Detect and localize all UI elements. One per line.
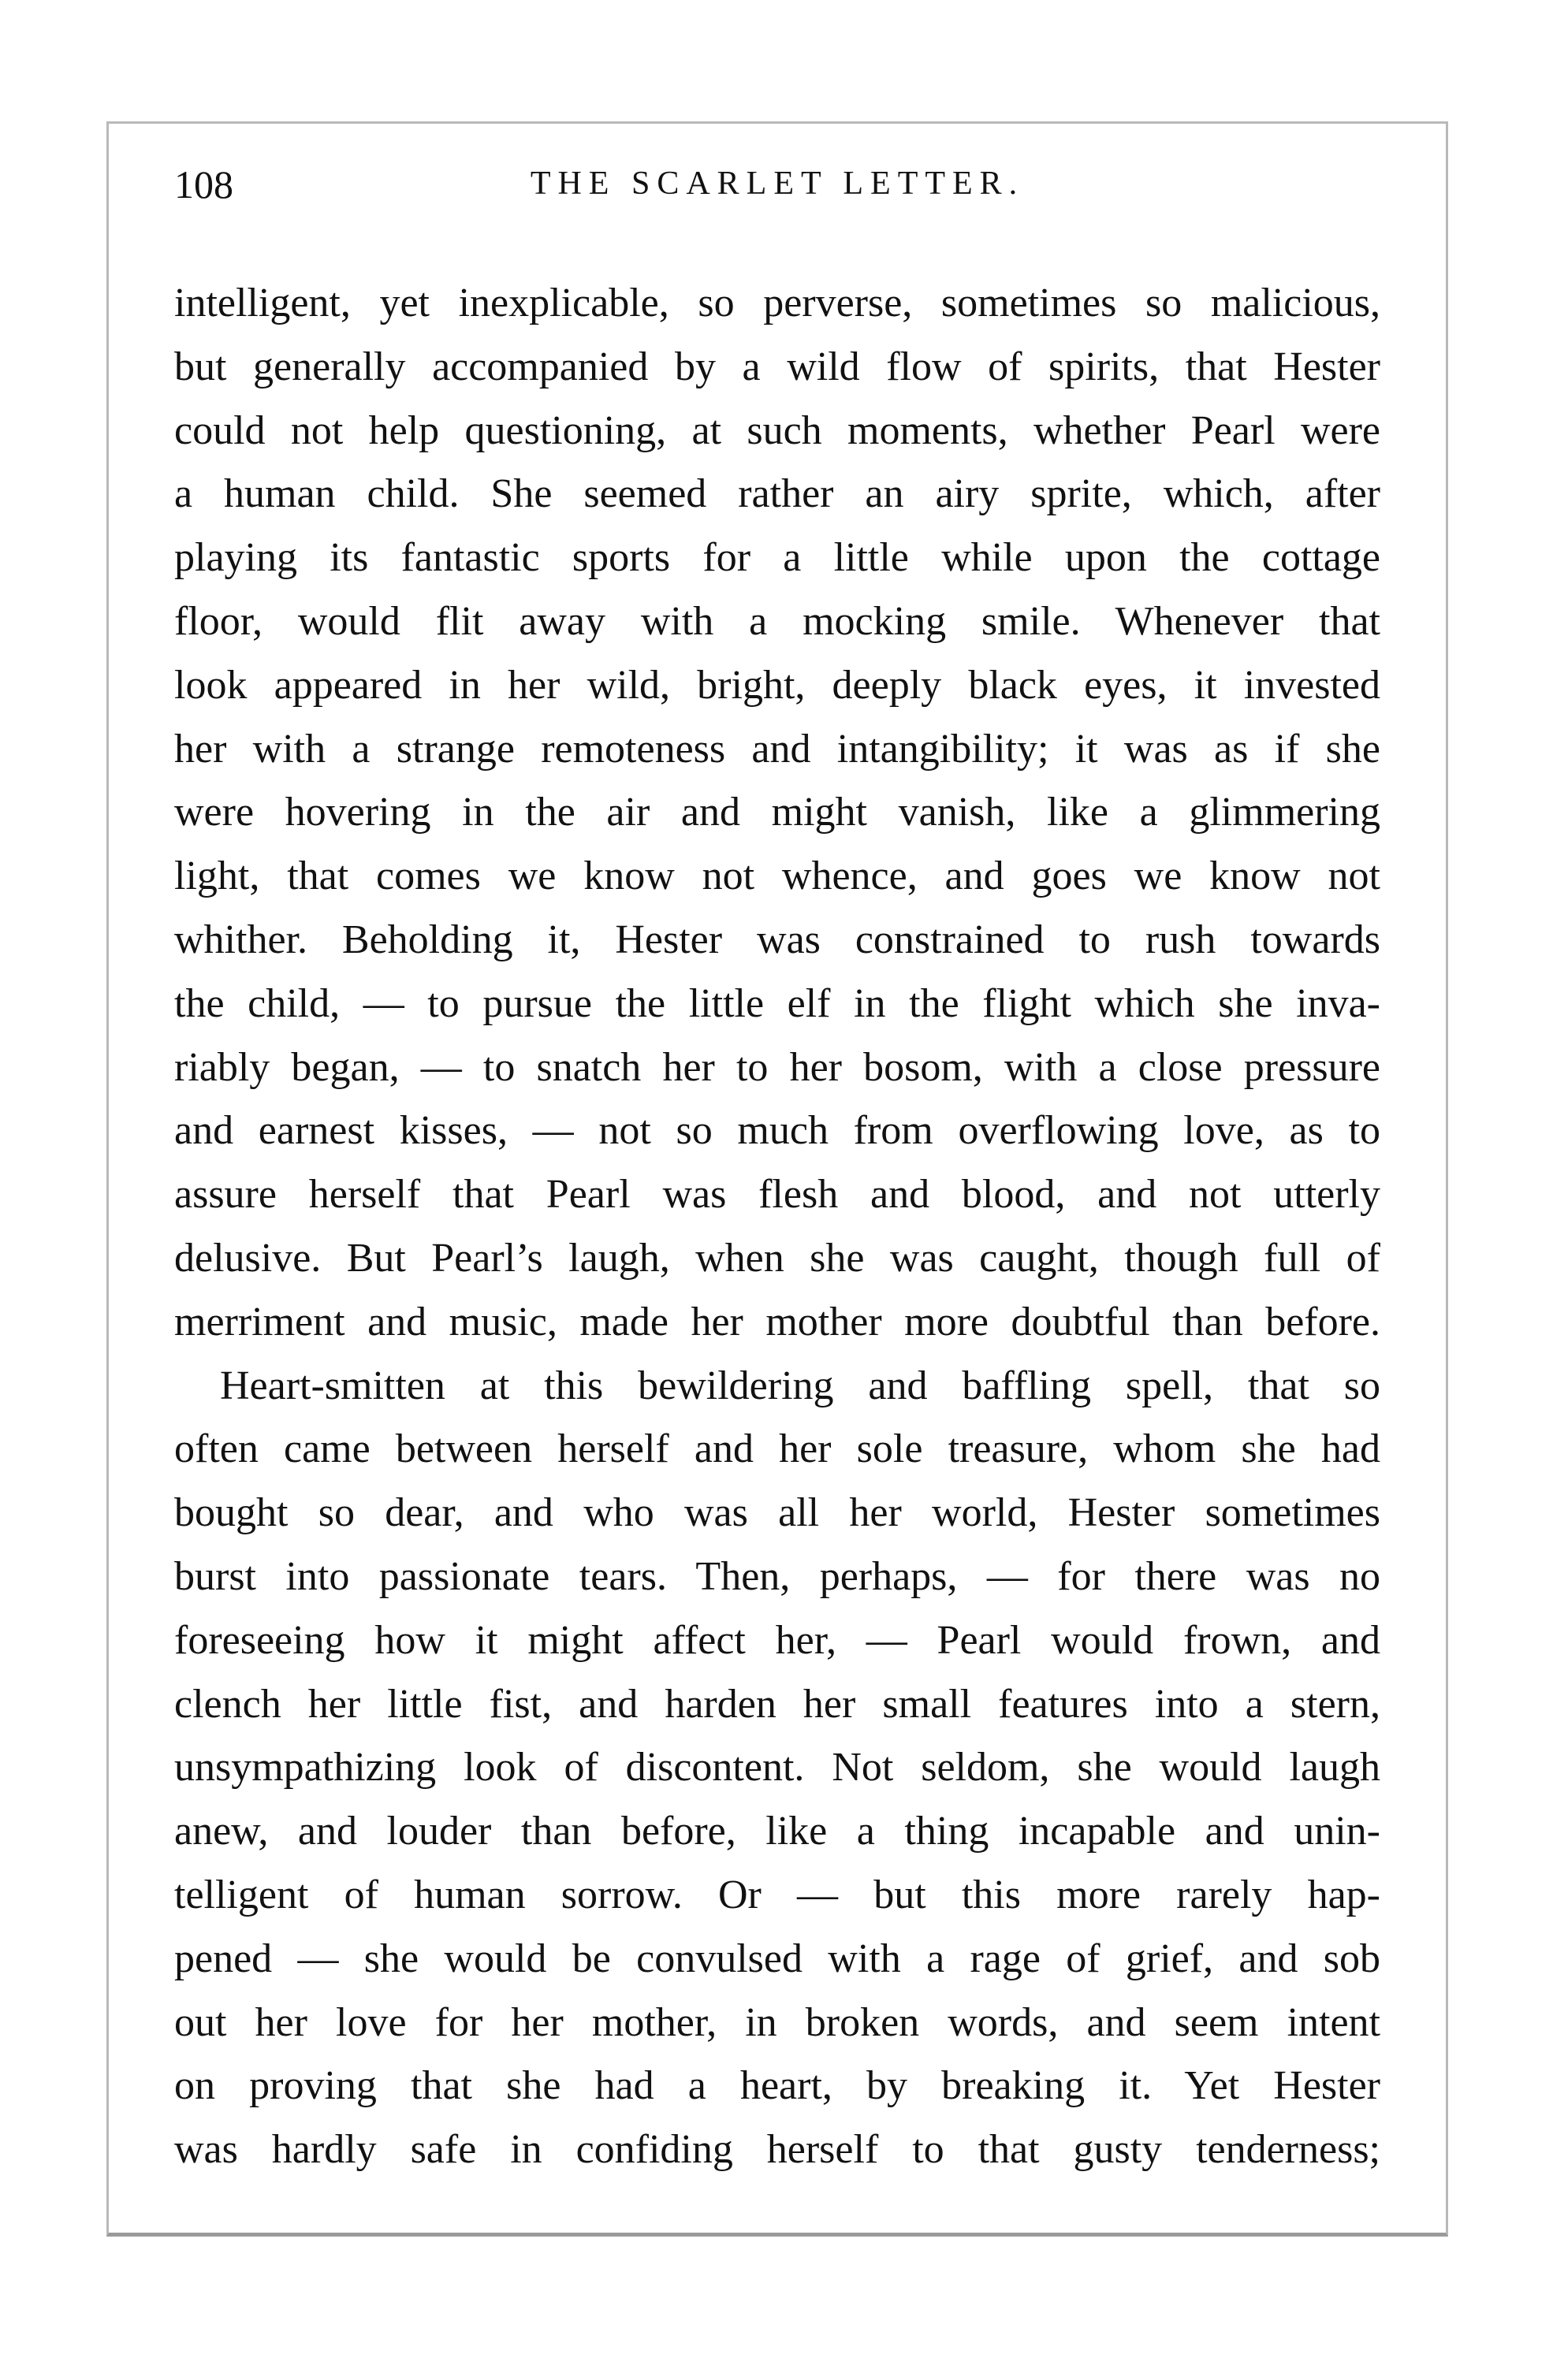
text-line-content: clench her little fist, and harden her small features into a stern, [174, 1681, 1380, 1727]
text-line [174, 2118, 1380, 2182]
text-line [174, 590, 1380, 654]
running-title: THE SCARLET LETTER. [530, 165, 1025, 202]
text-line-content: on proving that she had a heart, by breaking it. Yet Hester [174, 2063, 1380, 2109]
text-line-content: burst into passionate tears. Then, perhaps, — for there was no [174, 1553, 1380, 1599]
text-line-content: delusive. But Pearl’s laugh, when she was caught, though full of [174, 1235, 1380, 1281]
text-line [174, 463, 1380, 526]
text-line-content: out her love for her mother, in broken words, and seem intent [174, 1999, 1380, 2045]
text-line-content: merriment and music, made her mother more doubtful than before. [174, 1299, 1380, 1344]
text-line [174, 1163, 1380, 1227]
text-line [174, 1609, 1380, 1673]
text-line [174, 718, 1380, 782]
text-line [174, 1673, 1380, 1737]
text-line-content: were hovering in the air and might vanish, like a glimmering [174, 790, 1380, 835]
text-line-content: was hardly safe in confiding herself to that gusty tenderness; [174, 2127, 1380, 2173]
text-line-content: floor, would flit away with a mocking smile. Whenever that [174, 598, 1380, 644]
text-line-content: foreseeing how it might affect her, — Pearl would frown, and [174, 1617, 1380, 1663]
text-line-content: telligent of human sorrow. Or — but this more rarely hap- [174, 1872, 1380, 1917]
text-line [174, 1991, 1380, 2055]
text-line-content: riably began, — to snatch her to her bosom, with a close pressure [174, 1044, 1380, 1090]
text-line-content: a human child. She seemed rather an airy sprite, which, after [174, 471, 1380, 517]
text-line-content: but generally accompanied by a wild flow of spirits, that Hester [174, 344, 1380, 389]
body-text [174, 272, 1380, 2182]
text-line [174, 781, 1380, 845]
text-line-content: light, that comes we know not whence, and goes we know not [174, 853, 1380, 899]
text-line-content: could not help questioning, at such moments, whether Pearl were [174, 407, 1380, 453]
text-line [174, 1355, 1380, 1419]
text-line [174, 526, 1380, 590]
text-line-content: anew, and louder than before, like a thing incapable and unin- [174, 1809, 1380, 1854]
text-line [174, 1036, 1380, 1100]
page-number: 108 [174, 162, 233, 206]
text-line-content: Heart-smitten at this bewildering and baffling spell, that so [220, 1363, 1380, 1408]
text-line-content: bought so dear, and who was all her world, Hester sometimes [174, 1490, 1380, 1536]
text-line-content: often came between herself and her sole treasure, whom she had [174, 1426, 1380, 1472]
text-line [174, 1291, 1380, 1355]
text-line [174, 1418, 1380, 1482]
text-line [174, 1227, 1380, 1291]
text-line [174, 1800, 1380, 1864]
text-line-content: assure herself that Pearl was flesh and blood, and not utterly [174, 1172, 1380, 1218]
text-line [174, 1099, 1380, 1163]
text-line [174, 972, 1380, 1036]
text-line-content: look appeared in her wild, bright, deeply black eyes, it invested [174, 662, 1380, 708]
text-line [174, 654, 1380, 718]
text-line [174, 909, 1380, 972]
text-line-content: unsympathizing look of discontent. Not seldom, she would laugh [174, 1745, 1380, 1791]
text-line [174, 1545, 1380, 1609]
text-line-content: her with a strange remoteness and intangibility; it was as if she [174, 726, 1380, 772]
text-line [174, 2055, 1380, 2118]
text-line [174, 1928, 1380, 1991]
text-line-content: pened — she would be convulsed with a rage of grief, and sob [174, 1936, 1380, 1981]
text-line [174, 1736, 1380, 1800]
text-line [174, 400, 1380, 463]
text-line [174, 845, 1380, 909]
text-line [174, 336, 1380, 400]
text-line-content: and earnest kisses, — not so much from overflowing love, as to [174, 1108, 1380, 1154]
text-line [174, 272, 1380, 336]
text-line [174, 1864, 1380, 1928]
text-line-content: whither. Beholding it, Hester was constrained to rush towards [174, 917, 1380, 962]
text-line [174, 1482, 1380, 1545]
running-head [174, 162, 1380, 217]
text-line-content: the child, — to pursue the little elf in the flight which she inva- [174, 980, 1380, 1026]
text-line-content: playing its fantastic sports for a little while upon the cottage [174, 535, 1380, 581]
text-line-content: intelligent, yet inexplicable, so perverse, sometimes so malicious, [174, 281, 1380, 325]
